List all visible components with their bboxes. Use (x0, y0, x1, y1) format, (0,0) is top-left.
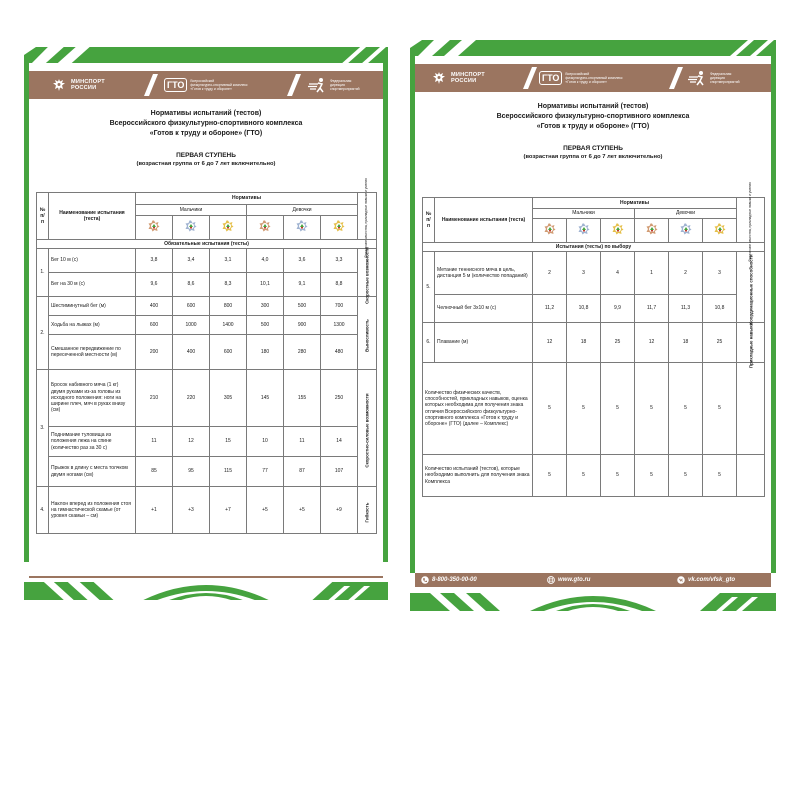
test-name: Бег 10 м (с) (49, 249, 136, 273)
norm-value: 220 (173, 370, 210, 427)
federation-name: Федеральная дирекция спортмероприятий (330, 78, 360, 92)
section-mandatory: Обязательные испытания (тесты) (37, 240, 377, 249)
norm-value: 400 (136, 297, 173, 316)
table-row (37, 273, 377, 297)
norm-value: +7 (210, 487, 247, 534)
silver-badge-icon (680, 223, 692, 235)
boys-header: Мальчики (136, 205, 247, 216)
norm-value: 8,8 (321, 273, 358, 297)
summary-value: 5 (533, 455, 567, 497)
norm-value: 11 (136, 427, 173, 457)
norm-value: 3 (703, 252, 737, 295)
summary-value: 5 (635, 455, 669, 497)
table-row (37, 487, 377, 534)
quality-col-header: Физические качества, прикладные навыки и умения (737, 198, 765, 243)
document-title (38, 109, 374, 168)
test-number: 3. (37, 370, 49, 487)
title-line-2: Всероссийского физкультурно-спортивного комплекса (109, 120, 303, 127)
norm-value: 1400 (210, 316, 247, 335)
contacts-footer (415, 573, 771, 587)
norm-value: 9,1 (284, 273, 321, 297)
summary-value: 5 (635, 363, 669, 455)
norms-table (422, 182, 765, 497)
summary-value: 5 (669, 455, 703, 497)
norm-value: 4,0 (247, 249, 284, 273)
quality-label: Скоростно-силовые возможности (358, 370, 377, 487)
norm-value: 500 (284, 297, 321, 316)
norm-value: 77 (247, 457, 284, 487)
gto-logo-text: Всероссийский физкультурно-спортивный комплекс «Готов к труду и обороне» (565, 71, 623, 85)
boys-bronze-badge (136, 216, 173, 240)
bronze-badge-icon (544, 223, 556, 235)
summary-value: 5 (601, 363, 635, 455)
girls-header: Девочки (635, 209, 737, 219)
norm-value: 3,6 (284, 249, 321, 273)
girls-bronze-badge (247, 216, 284, 240)
table-row (37, 316, 377, 335)
boys-silver-badge (173, 216, 210, 240)
norm-value: 155 (284, 370, 321, 427)
norm-value: 11,7 (635, 295, 669, 323)
test-number: 4. (37, 487, 49, 534)
gold-badge-icon (222, 220, 234, 232)
summary-value: 5 (567, 363, 601, 455)
table-row (423, 323, 765, 363)
girls-gold-badge (703, 219, 737, 243)
norm-value: 3,8 (136, 249, 173, 273)
test-number: 6. (423, 323, 435, 363)
norm-value: 10 (247, 427, 284, 457)
section-optional: Испытания (тесты) по выбору (423, 243, 765, 252)
gto-logo-text: Всероссийский физкультурно-спортивный комплекс «Готов к труду и обороне» (190, 78, 248, 92)
norm-value: 18 (567, 323, 601, 363)
norm-value: 3 (567, 252, 601, 295)
norm-value: 2 (533, 252, 567, 295)
test-name: Шестиминутный бег (м) (49, 297, 136, 316)
boys-silver-badge (567, 219, 601, 243)
girls-silver-badge (284, 216, 321, 240)
ministry-name: МИНСПОРТ РОССИИ (71, 78, 105, 91)
norms-table (36, 178, 377, 534)
summary-value: 5 (703, 455, 737, 497)
test-number: 2. (37, 297, 49, 370)
quality-label: Прикладные навыки (737, 323, 765, 363)
gold-badge-icon (333, 220, 345, 232)
norm-value: 1000 (173, 316, 210, 335)
norm-value: 9,9 (601, 295, 635, 323)
norm-value: 800 (210, 297, 247, 316)
quality-col-header: Физические качества, прикладные навыки и умения (358, 193, 377, 240)
left-green-border (24, 63, 29, 562)
bottom-decor-stripe (410, 589, 776, 611)
gto-logo (164, 71, 248, 99)
norm-value: +9 (321, 487, 358, 534)
norm-value: 18 (669, 323, 703, 363)
ministry-logo (51, 71, 105, 99)
norm-value: 280 (284, 335, 321, 370)
boys-gold-badge (210, 216, 247, 240)
norm-value: 3,1 (210, 249, 247, 273)
gto-logo (539, 64, 623, 92)
runner-icon (307, 77, 327, 93)
girls-bronze-badge (635, 219, 669, 243)
col-name-header: Наименование испытания (теста) (435, 198, 533, 243)
norm-value: 600 (136, 316, 173, 335)
norm-value: 11 (284, 427, 321, 457)
test-name: Наклон вперед из положения стоя на гимнастической скамье (от уровня скамьи – см) (49, 487, 136, 534)
norm-value: 14 (321, 427, 358, 457)
table-row (37, 249, 377, 273)
eagle-emblem-icon (431, 70, 447, 86)
test-name: Поднимание туловища из положения лежа на спине (количество раз за 30 с) (49, 427, 136, 457)
table-row (37, 370, 377, 427)
norm-value: 400 (173, 335, 210, 370)
summary-value: 5 (703, 363, 737, 455)
norm-value: 8,6 (173, 273, 210, 297)
norm-value: 200 (136, 335, 173, 370)
test-name: Челночный бег 3х10 м (с) (435, 295, 533, 323)
norm-value: +3 (173, 487, 210, 534)
boys-gold-badge (601, 219, 635, 243)
quality-label: Координационные способности (737, 252, 765, 323)
vk-icon (677, 576, 685, 584)
girls-silver-badge (669, 219, 703, 243)
norm-value: 107 (321, 457, 358, 487)
norm-value: 95 (173, 457, 210, 487)
norm-value: +5 (247, 487, 284, 534)
bronze-badge-icon (148, 220, 160, 232)
norm-value: 9,6 (136, 273, 173, 297)
norm-value: +1 (136, 487, 173, 534)
norm-value: 10,8 (703, 295, 737, 323)
norm-value: 500 (247, 316, 284, 335)
norm-value: 15 (210, 427, 247, 457)
summary-name: Количество физических качеств, способностей, прикладных навыков, оценка которых необходима для получения знака отличия Всероссийского физкультурно-спортивного комплекса «Готов к труду и обороне» (ГТО) (далее – Комплекс) (423, 363, 533, 455)
federation-logo (307, 71, 360, 99)
table-row (37, 335, 377, 370)
norm-value: 4 (601, 252, 635, 295)
norm-value: 115 (210, 457, 247, 487)
girls-header: Девочки (247, 205, 358, 216)
summary-name: Количество испытаний (тестов), которые необходимо выполнить для получения знака Комплекса (423, 455, 533, 497)
brand-header (29, 71, 383, 99)
website-link[interactable]: www.gto.ru (547, 573, 590, 587)
norm-value: 12 (533, 323, 567, 363)
brand-header (415, 64, 771, 92)
federation-name: Федеральная дирекция спортмероприятий (710, 71, 740, 85)
table-row (37, 457, 377, 487)
summary-value: 5 (601, 455, 635, 497)
table-row (423, 295, 765, 323)
table-row (37, 297, 377, 316)
ministry-name: МИНСПОРТ РОССИИ (451, 71, 485, 84)
silver-badge-icon (296, 220, 308, 232)
quality-label: Скоростные возможности (358, 249, 377, 297)
norm-value: 11,3 (669, 295, 703, 323)
title-line-1: Нормативы испытаний (тестов) (150, 110, 262, 117)
summary-empty-cell (737, 455, 765, 497)
norms-page-1 (24, 47, 388, 600)
test-number: 1. (37, 249, 49, 297)
norm-value: 12 (635, 323, 669, 363)
test-number: 5. (423, 252, 435, 323)
age-group: (возрастная группа от 6 до 7 лет включительно) (136, 161, 276, 167)
stage-title: ПЕРВАЯ СТУПЕНЬ (176, 152, 236, 159)
col-num-header: № п/п (37, 193, 49, 240)
stage-title: ПЕРВАЯ СТУПЕНЬ (563, 145, 623, 152)
norm-value: 25 (703, 323, 737, 363)
norm-value: 700 (321, 297, 358, 316)
col-num-header: № п/п (423, 198, 435, 243)
document-title (424, 102, 762, 161)
quality-label: Выносливость (358, 297, 377, 370)
norm-value: 250 (321, 370, 358, 427)
right-green-border (383, 63, 388, 562)
header-separator-1 (523, 67, 537, 89)
test-name: Прыжок в длину с места толчком двумя ногами (см) (49, 457, 136, 487)
globe-icon (547, 576, 555, 584)
table-row (423, 455, 765, 497)
norm-value: 180 (247, 335, 284, 370)
bronze-badge-icon (646, 223, 658, 235)
norm-value: 2 (669, 252, 703, 295)
norm-value: 10,1 (247, 273, 284, 297)
gto-logo-mark: ГТО (539, 71, 562, 85)
norm-value: 480 (321, 335, 358, 370)
norm-value: 87 (284, 457, 321, 487)
phone-contact: 8-800-350-00-00 (421, 573, 477, 587)
norm-value: 1300 (321, 316, 358, 335)
norm-value: 85 (136, 457, 173, 487)
right-green-border (771, 56, 776, 573)
ministry-logo (431, 64, 485, 92)
test-name: Бросок набивного мяча (1 кг) двумя руками из-за головы из исходного положения: ноги на ширине плеч, мяч в руках внизу (см) (49, 370, 136, 427)
runner-icon (687, 70, 707, 86)
norm-value: 11,2 (533, 295, 567, 323)
norm-value: +5 (284, 487, 321, 534)
quality-label: Гибкость (358, 487, 377, 534)
eagle-emblem-icon (51, 77, 67, 93)
gto-logo-mark: ГТО (164, 78, 187, 92)
age-group: (возрастная группа от 6 до 7 лет включительно) (523, 154, 663, 160)
norm-value: 12 (173, 427, 210, 457)
bottom-decor-stripe (24, 578, 388, 600)
boys-bronze-badge (533, 219, 567, 243)
col-name-header: Наименование испытания (теста) (49, 193, 136, 240)
norm-value: 10,8 (567, 295, 601, 323)
title-line-3: «Готов к труду и обороне» (ГТО) (149, 130, 263, 137)
test-name: Ходьба на лыжах (м) (49, 316, 136, 335)
summary-value: 5 (567, 455, 601, 497)
norm-value: 900 (284, 316, 321, 335)
norm-value: 3,3 (321, 249, 358, 273)
norms-header: Нормативы (136, 193, 358, 205)
girls-gold-badge (321, 216, 358, 240)
test-name: Метание теннисного мяча в цель, дистанция 5 м (количество попаданий) (435, 252, 533, 295)
norm-value: 1 (635, 252, 669, 295)
norm-value: 25 (601, 323, 635, 363)
top-decor-stripe (24, 47, 388, 63)
test-name: Бег на 30 м (с) (49, 273, 136, 297)
title-line-1: Нормативы испытаний (тестов) (537, 103, 649, 110)
header-separator-1 (144, 74, 158, 96)
header-separator-2 (287, 74, 301, 96)
header-separator-2 (669, 67, 683, 89)
norm-value: 8,3 (210, 273, 247, 297)
gold-badge-icon (714, 223, 726, 235)
test-name: Плавание (м) (435, 323, 533, 363)
table-row (423, 363, 765, 455)
norms-header: Нормативы (533, 198, 737, 209)
federation-logo (687, 64, 740, 92)
left-green-border (410, 56, 415, 573)
title-line-3: «Готов к труду и обороне» (ГТО) (536, 123, 650, 130)
silver-badge-icon (185, 220, 197, 232)
norm-value: 3,4 (173, 249, 210, 273)
title-line-2: Всероссийского физкультурно-спортивного комплекса (496, 113, 690, 120)
summary-value: 5 (669, 363, 703, 455)
boys-header: Мальчики (533, 209, 635, 219)
silver-badge-icon (578, 223, 590, 235)
test-name: Смешанное передвижение по пересеченной местности (м) (49, 335, 136, 370)
top-decor-stripe (410, 40, 776, 56)
norm-value: 600 (210, 335, 247, 370)
gold-badge-icon (612, 223, 624, 235)
norms-page-2 (410, 40, 776, 611)
norm-value: 600 (173, 297, 210, 316)
vk-link[interactable]: vk.com/vfsk_gto (677, 573, 735, 587)
table-row (37, 427, 377, 457)
bronze-badge-icon (259, 220, 271, 232)
norm-value: 145 (247, 370, 284, 427)
norm-value: 300 (247, 297, 284, 316)
norm-value: 305 (210, 370, 247, 427)
summary-value: 5 (533, 363, 567, 455)
phone-icon (421, 576, 429, 584)
norm-value: 210 (136, 370, 173, 427)
table-row (423, 252, 765, 295)
